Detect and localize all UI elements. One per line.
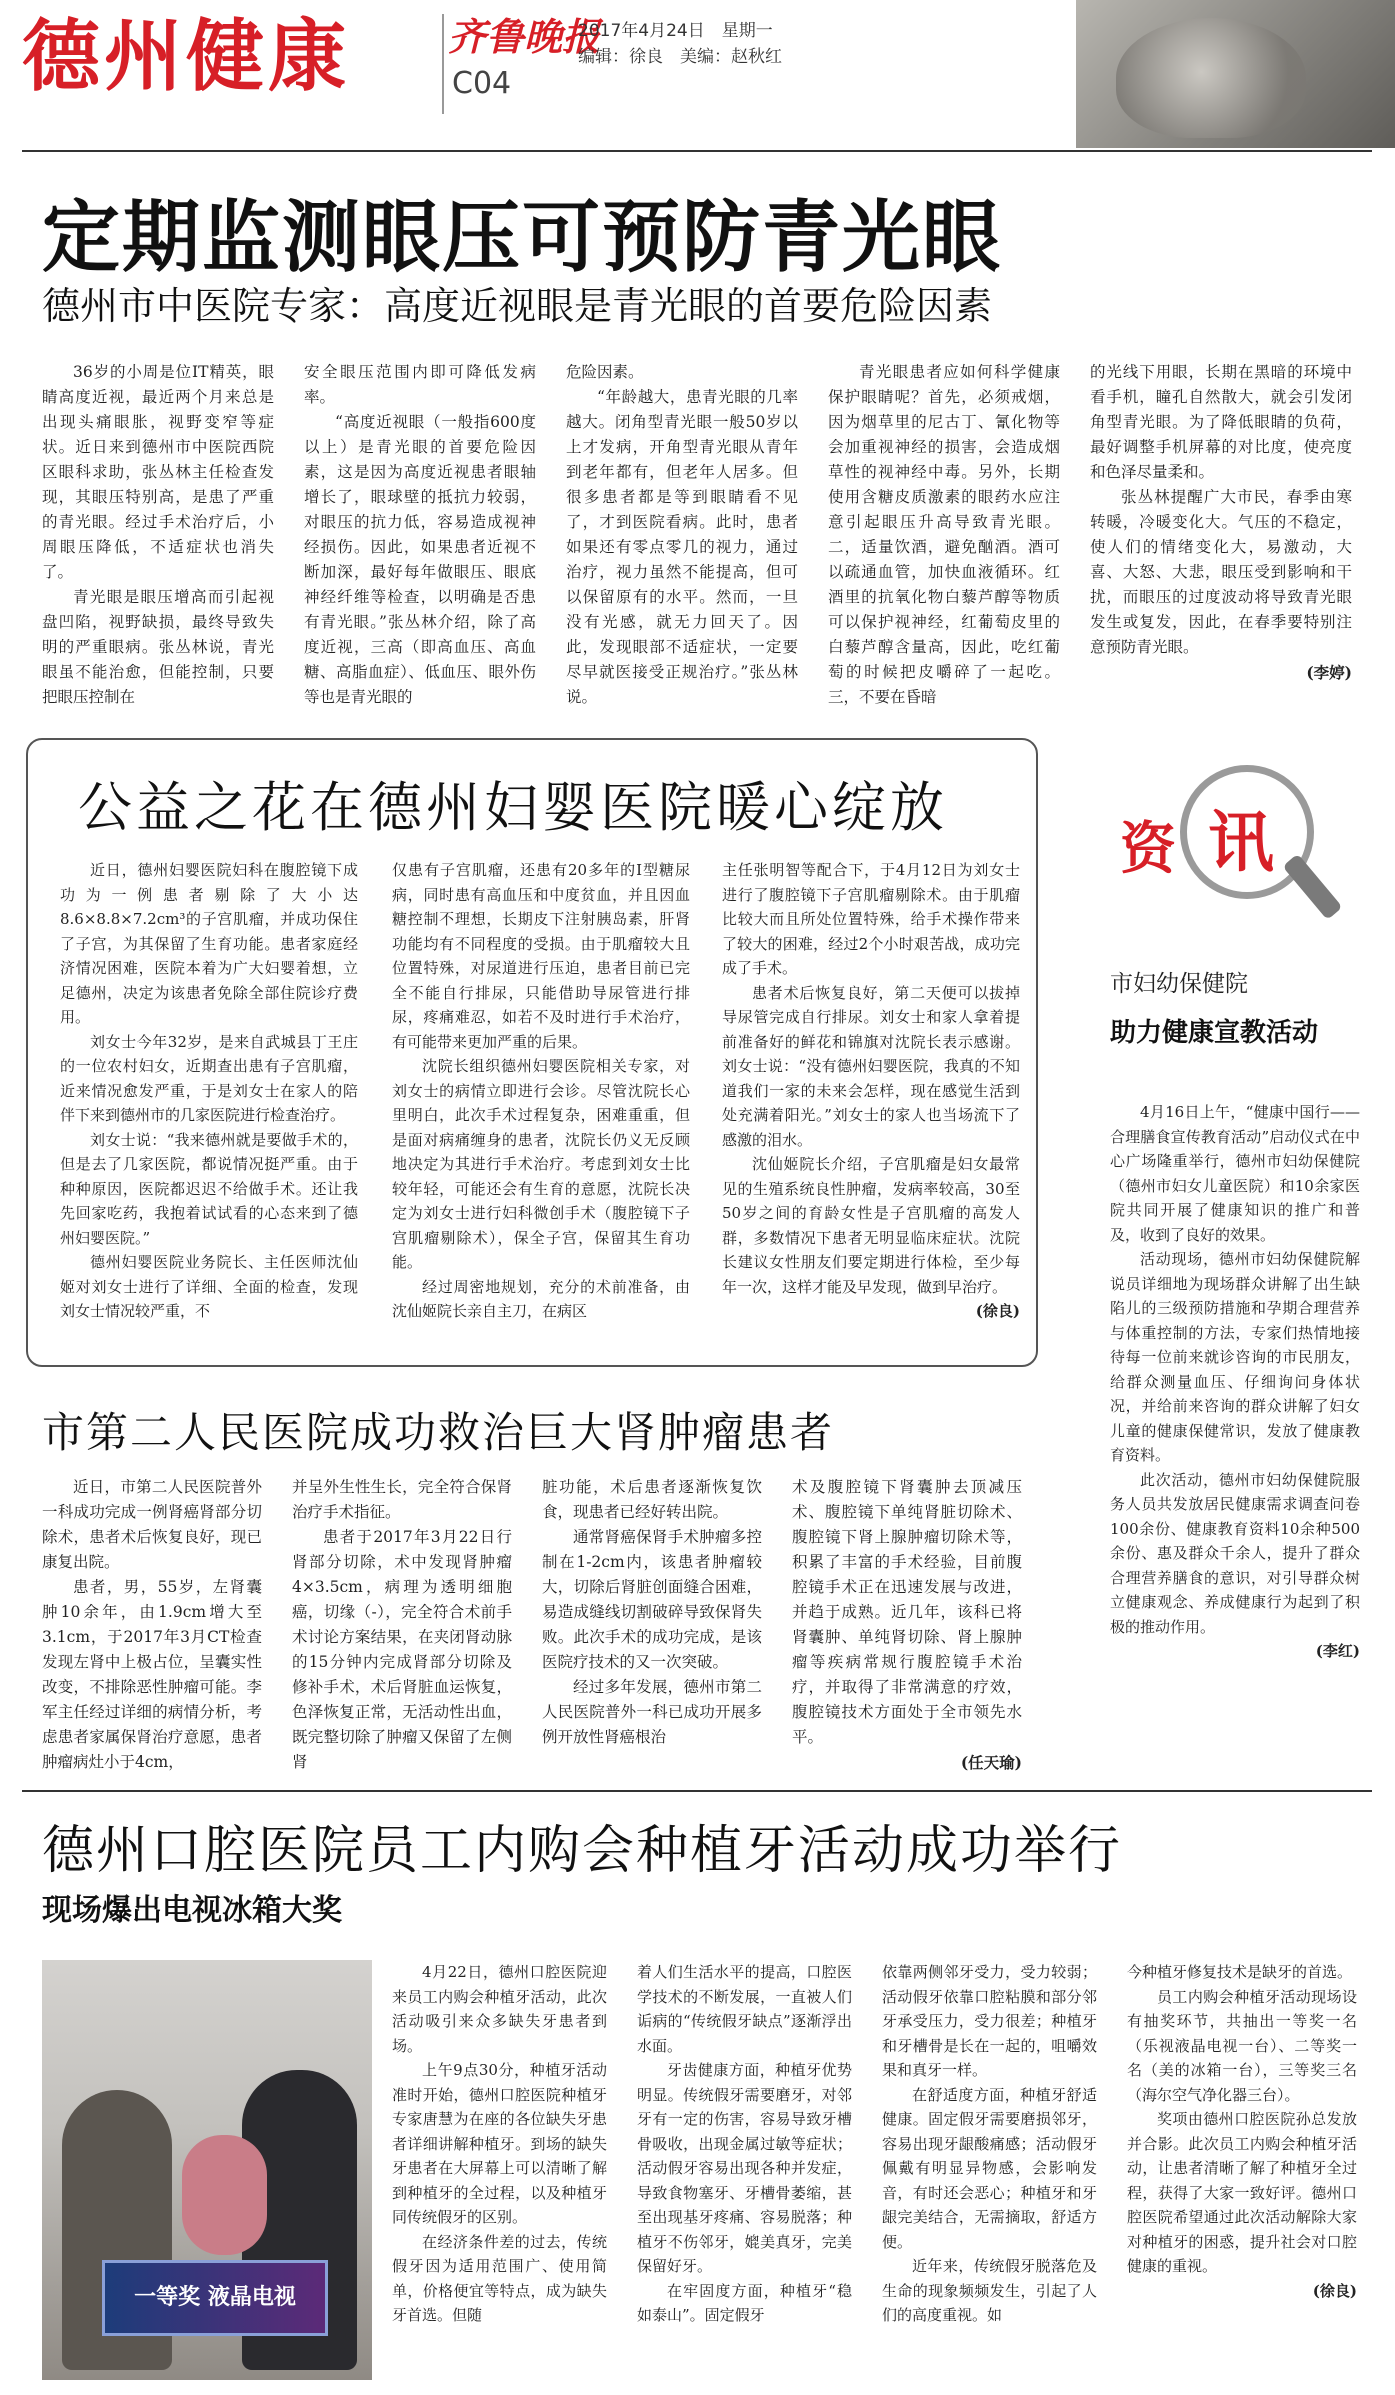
story3-column-2 — [292, 1475, 512, 1775]
paragraph: 在牢固度方面，种植牙“稳如泰山”。固定假牙 — [637, 2281, 852, 2324]
story3-byline: (任天瑜) — [960, 1753, 1022, 1772]
paragraph: 4月16日上午，“健康中国行——合理膳食宣传教育活动”启动仪式在中心广场隆重举行，德州市妇幼保健院（德州市妇女儿童医院）和10余家医院共同开展了健康知识的推广和普及，收到了良好的效果。 — [1110, 1103, 1360, 1244]
paragraph: 经过多年发展，德州市第二人民医院普外一科已成功开展多例开放性肾癌根治 — [542, 1678, 762, 1746]
sidebar-unit: 市妇幼保健院 — [1110, 971, 1248, 997]
paragraph: 沈院长组织德州妇婴医院相关专家，对刘女士的病情立即进行会诊。尽管沈院长心里明白，此次手术过程复杂，困难重重，但是面对病痛缠身的患者，沈院长仍义无反顾地决定为其进行手术治疗。考虑到刘女士比较年轻，可能还会有生育的意愿，沈院长决定为刘女士进行妇科微创手术（腹腔镜下子宫肌瘤剔除术），保全子宫，保留其生育功能。 — [392, 1057, 690, 1271]
story2-column-2 — [392, 858, 690, 1324]
story2-headline: 公益之花在德州妇婴医院暖心绽放 — [78, 776, 948, 839]
story4-column-2 — [637, 1960, 852, 2328]
paragraph: 活动现场，德州市妇幼保健院解说员详细地为现场群众讲解了出生缺陷儿的三级预防措施和孕期合理营养与体重控制的方法，专家们热情地接待每一位前来就诊咨询的市民朋友，给群众测量血压、仔细询问身体状况，并给前来咨询的群众讲解了妇女儿童的健康保健常识，发放了健康教育资料。 — [1110, 1250, 1360, 1464]
story4-column-1 — [392, 1960, 607, 2328]
story4-column-3 — [882, 1960, 1097, 2328]
story1-byline: (李婷) — [1306, 663, 1352, 682]
badge-char-2: 讯 — [1208, 804, 1274, 881]
story1-column-3 — [566, 360, 798, 710]
badge-char-1: 资 — [1120, 817, 1176, 882]
masthead-title: 德州健康 — [22, 12, 351, 102]
paragraph: 刘女士说：“我来德州就是要做手术的，但是去了几家医院，都说情况挺严重。由于种种原因，医院都迟迟不给做手术。还让我先回家吃药，我抱着试试看的心态来到了德州妇婴医院。” — [60, 1130, 358, 1247]
story4-column-4 — [1127, 1960, 1357, 2303]
page-number: C04 — [452, 66, 512, 101]
paragraph: 张丛林提醒广大市民，春季由寒转暖，冷暖变化大。气压的不稳定，使人们的情绪变化大，易激动，大喜、大怒、大悲，眼压受到影响和干扰，而眼压的过度波动将导致青光眼发生或复发，因此，在春季要特别注意预防青光眼。 — [1090, 488, 1352, 656]
paragraph: 36岁的小周是位IT精英，眼睛高度近视，最近两个月来总是出现头痛眼胀，视野变窄等症状。近日来到德州市中医院西院区眼科求助，张丛林主任检查发现，其眼压特别高，是患了严重的青光眼。经过手术治疗后，小周眼压降低，不适症状也消失了。 — [42, 363, 274, 581]
paragraph: 此次活动，德州市妇幼保健院服务人员共发放居民健康需求调查问卷100余份、健康教育资料10余种500余份、惠及群众千余人，提升了群众合理营养膳食的意识，对引导群众树立健康观念、养成健康行为起到了积极的推动作用。 — [1110, 1470, 1360, 1636]
story1-column-5 — [1090, 360, 1352, 685]
paragraph: “高度近视眼（一般指600度以上）是青光眼的首要危险因素，这是因为高度近视患者眼轴增长了，眼球壁的抵抗力较弱，对眼压的抗力低，容易造成视神经损伤。因此，如果患者近视不断加深，最好每年做眼压、眼底神经纤维等检查，以明确是否患有青光眼。”张丛林介绍，除了高度近视，三高（即高血压、高血糖、高脂血症）、低血压、眼外伤等也是青光眼的 — [304, 413, 536, 706]
paragraph: 危险因素。 — [566, 363, 644, 381]
sidebar-body — [1110, 1100, 1360, 1664]
paragraph: 脏功能，术后患者逐渐恢复饮食，现患者已经好转出院。 — [542, 1478, 762, 1521]
paragraph: 在经济条件差的过去，传统假牙因为适用范围广、使用简单，价格便宜等特点，成为缺失牙首选。但随 — [392, 2232, 607, 2324]
sidebar-title: 助力健康宣教活动 — [1110, 1018, 1319, 1048]
paragraph: 牙齿健康方面，种植牙优势明显。传统假牙需要磨牙，对邻牙有一定的伤害，容易导致牙槽骨吸收，出现金属过敏等症状；活动假牙容易出现各种并发症，导致食物塞牙、牙槽骨萎缩，甚至出现基牙疼痛、容易脱落；种植牙不伤邻牙，媲美真牙，完美保留好牙。 — [637, 2061, 852, 2275]
story4-byline: (徐良) — [1312, 2281, 1357, 2300]
paragraph: 经过周密地规划，充分的术前准备，由沈仙姬院长亲自主刀，在病区 — [392, 1277, 690, 1320]
story4-headline: 德州口腔医院员工内购会种植牙活动成功举行 — [42, 1821, 1123, 1881]
paragraph: 上午9点30分，种植牙活动准时开始，德州口腔医院种植牙专家唐慧为在座的各位缺失牙患者详细讲解种植牙。到场的缺失牙患者在大屏幕上可以清晰了解到种植牙的全过程，以及种植牙同传统假牙的区别。 — [392, 2061, 607, 2226]
story1-headline: 定期监测眼压可预防青光眼 — [42, 193, 1003, 283]
photo-child — [182, 2135, 267, 2255]
magnifier-handle-icon — [1282, 854, 1342, 920]
story1-subhead: 德州市中医院专家：高度近视眼是青光眼的首要危险因素 — [42, 284, 993, 328]
story3-column-1 — [42, 1475, 262, 1775]
editor-credits: 编辑：徐良 美编：赵秋红 — [578, 47, 782, 67]
paragraph: 青光眼是眼压增高而引起视盘凹陷，视野缺损，最终导致失明的严重眼病。张丛林说，青光眼虽不能治愈，但能控制，只要把眼压控制在 — [42, 588, 274, 706]
paragraph: 着人们生活水平的提高，口腔医学技术的不断发展，一直被人们诟病的“传统假牙缺点”逐渐浮出水面。 — [637, 1963, 852, 2055]
paragraph: “年龄越大，患青光眼的几率越大。闭角型青光眼一般50岁以上才发病，开角型青光眼从青年到老年都有，但老年人居多。但很多患者都是等到眼睛看不见了，才到医院看病。此时，患者如果还有零点零几的视力，通过治疗，视力虽然不能提高，但可以保留原有的水平。然而，一旦没有光感，就无力回天了。因此，发现眼部不适症状，一定要尽早就医接受正规治疗。”张丛林说。 — [566, 388, 798, 706]
paragraph: 并呈外生性生长，完全符合保肾治疗手术指征。 — [292, 1478, 512, 1521]
paragraph: 近日，市第二人民医院普外一科成功完成一例肾癌肾部分切除术，患者术后恢复良好，现已康复出院。 — [42, 1478, 262, 1571]
paragraph: 仅患有子宫肌瘤，还患有20多年的I型糖尿病，同时患有高血压和中度贫血，并且因血糖控制不理想，长期皮下注射胰岛素，肝肾功能均有不同程度的受损。由于肌瘤较大且位置特殊，对尿道进行压迫，患者目前已完全不能自行排尿，只能借助导尿管进行排尿，疼痛难忍，如若不及时进行手术治疗，有可能带来更加严重的后果。 — [392, 861, 690, 1051]
paragraph: 患者于2017年3月22日行肾部分切除，术中发现肾肿瘤4×3.5cm，病理为透明细胞癌，切缘（-），完全符合术前手术讨论方案结果，在夹闭肾动脉的15分钟内完成肾部分切除及修补手术，术后肾脏血运恢复，色泽恢复正常，无活动性出血，既完整切除了肿瘤又保留了左侧肾 — [292, 1528, 512, 1771]
story1-column-1 — [42, 360, 274, 710]
paragraph: 患者，男，55岁，左肾囊肿10余年，由1.9cm增大至3.1cm，于2017年3月CT检查发现左肾中上极占位，呈囊实性改变，不排除恶性肿瘤可能。李军主任经过详细的病情分析，考虑患者家属保肾治疗意愿，患者肿瘤病灶小于4cm， — [42, 1578, 262, 1771]
paragraph: 近日，德州妇婴医院妇科在腹腔镜下成功为一例患者剔除了大小达8.6×8.8×7.2cm³的子宫肌瘤，并成功保住了子宫，为其保留了生育功能。患者家庭经济情况困难，医院本着为广大妇婴着想，立足德州，决定为该患者免除全部住院诊疗费用。 — [60, 861, 358, 1026]
paragraph: 患者术后恢复良好，第二天便可以拔掉导尿管完成自行排尿。刘女士和家人拿着提前准备好的鲜花和锦旗对沈院长表示感谢。刘女士说：“没有德州妇婴医院，我真的不知道我们一家的未来会怎样，现在感觉生活到处充满着阳光。”刘女士的家人也当场流下了感激的泪水。 — [722, 983, 1020, 1149]
paragraph: 通常肾癌保肾手术肿瘤多控制在1-2cm内，该患者肿瘤较大，切除后肾脏创面缝合困难，易造成缝线切割破碎导致保肾失败。此次手术的成功完成，是该医院疗技术的又一次突破。 — [542, 1528, 762, 1671]
story3-headline: 市第二人民医院成功救治巨大肾肿瘤患者 — [42, 1408, 835, 1457]
sidebar-byline: (李红) — [1315, 1642, 1360, 1660]
story1-column-4 — [828, 360, 1060, 710]
news-badge — [1120, 765, 1370, 905]
newspaper-name: 齐鲁晚报 — [448, 15, 601, 59]
paragraph: 刘女士今年32岁，是来自武城县丁王庄的一位农村妇女，近期查出患有子宫肌瘤，近来情况愈发严重，于是刘女士在家人的陪伴下来到德州市的几家医院进行检查治疗。 — [60, 1032, 358, 1124]
event-photo — [42, 1960, 372, 2380]
masthead-photo — [1076, 0, 1395, 148]
story2-column-1 — [60, 858, 358, 1324]
masthead-divider — [442, 14, 444, 114]
paragraph: 近年来，传统假牙脱落危及生命的现象频频发生，引起了人们的高度重视。如 — [882, 2257, 1097, 2324]
masthead-rule — [22, 150, 1372, 152]
prize-board: 一等奖 液晶电视 — [102, 2260, 328, 2336]
paragraph: 主任张明智等配合下，于4月12日为刘女士进行了腹腔镜下子宫肌瘤剔除术。由于肌瘤比较大而且所处位置特殊，给手术操作带来了较大的困难，经过2个小时艰苦战，成功完成了手术。 — [722, 861, 1020, 977]
paragraph: 的光线下用眼，长期在黑暗的环境中看手机，瞳孔自然散大，就会引发闭角型青光眼。为了降低眼睛的负荷，最好调整手机屏幕的对比度，使亮度和色泽尽量柔和。 — [1090, 363, 1352, 481]
story1-column-2 — [304, 360, 536, 710]
paragraph: 安全眼压范围内即可降低发病率。 — [304, 363, 536, 406]
paragraph: 德州妇婴医院业务院长、主任医师沈仙姬对刘女士进行了详细、全面的检查，发现刘女士情况较严重，不 — [60, 1253, 358, 1320]
paragraph: 沈仙姬院长介绍，子宫肌瘤是妇女最常见的生殖系统良性肿瘤，发病率较高，30至50岁之间的育龄女性是子宫肌瘤的高发人群，多数情况下患者无明显临床症状。沈院长建议女性朋友们要定期进行体检，至少每年一次，这样才能及早发现，做到早治疗。 — [722, 1155, 1020, 1296]
paragraph: 奖项由德州口腔医院孙总发放并合影。此次员工内购会种植牙活动，让患者清晰了解了种植牙全过程，获得了大家一致好评。德州口腔医院希望通过此次活动解除大家对种植牙的困惑，提升社会对口腔健康的重视。 — [1127, 2110, 1357, 2275]
paragraph: 在舒适度方面，种植牙舒适健康。固定假牙需要磨损邻牙，容易出现牙龈酸痛感；活动假牙佩戴有明显异物感，会影响发音，有时还会恶心；种植牙和牙龈完美结合，无需摘取，舒适方便。 — [882, 2085, 1097, 2251]
story3-column-3 — [542, 1475, 762, 1750]
issue-date: 2017年4月24日 星期一 — [578, 21, 773, 41]
story2-byline: (徐良) — [975, 1302, 1020, 1320]
story2-column-3 — [722, 858, 1020, 1324]
paragraph: 今种植牙修复技术是缺牙的首选。 — [1127, 1963, 1353, 1981]
section-rule — [22, 1790, 1372, 1792]
story3-column-4 — [792, 1475, 1022, 1775]
paragraph: 4月22日，德州口腔医院迎来员工内购会种植牙活动，此次活动吸引来众多缺失牙患者到场。 — [392, 1963, 607, 2055]
story4-subhead: 现场爆出电视冰箱大奖 — [42, 1893, 342, 1928]
paragraph: 术及腹腔镜下肾囊肿去顶减压术、腹腔镜下单纯肾脏切除术、腹腔镜下肾上腺肿瘤切除术等，积累了丰富的手术经验，目前腹腔镜手术正在迅速发展与改进，并趋于成熟。近几年，该科已将肾囊肿、单纯肾切除、肾上腺肿瘤等疾病常规行腹腔镜手术治疗，并取得了非常满意的疗效，腹腔镜技术方面处于全市领先水平。 — [792, 1478, 1022, 1746]
paragraph: 青光眼患者应如何科学健康保护眼睛呢？首先，必须戒烟，因为烟草里的尼古丁、氰化物等会加重视神经的损害，会造成烟草性的视神经中毒。另外，长期使用含糖皮质激素的眼药水应注意引起眼压升高导致青光眼。二，适量饮酒，避免酗酒。酒可以疏通血管，加快血液循环。红酒里的抗氧化物白藜芦醇等物质可以保护视神经，红葡萄皮里的白藜芦醇含量高，因此，吃红葡萄的时候把皮嚼碎了一起吃。三，不要在昏暗 — [828, 363, 1060, 706]
paragraph: 依靠两侧邻牙受力，受力较弱；活动假牙依靠口腔粘膜和部分邻牙承受压力，受力很差；种植牙和牙槽骨是长在一起的，咀嚼效果和真牙一样。 — [882, 1963, 1097, 2079]
paragraph: 员工内购会种植牙活动现场设有抽奖环节，共抽出一等奖一名（乐视液晶电视一台）、二等奖一名（美的冰箱一台），三等奖三名（海尔空气净化器三台）。 — [1127, 1987, 1357, 2104]
